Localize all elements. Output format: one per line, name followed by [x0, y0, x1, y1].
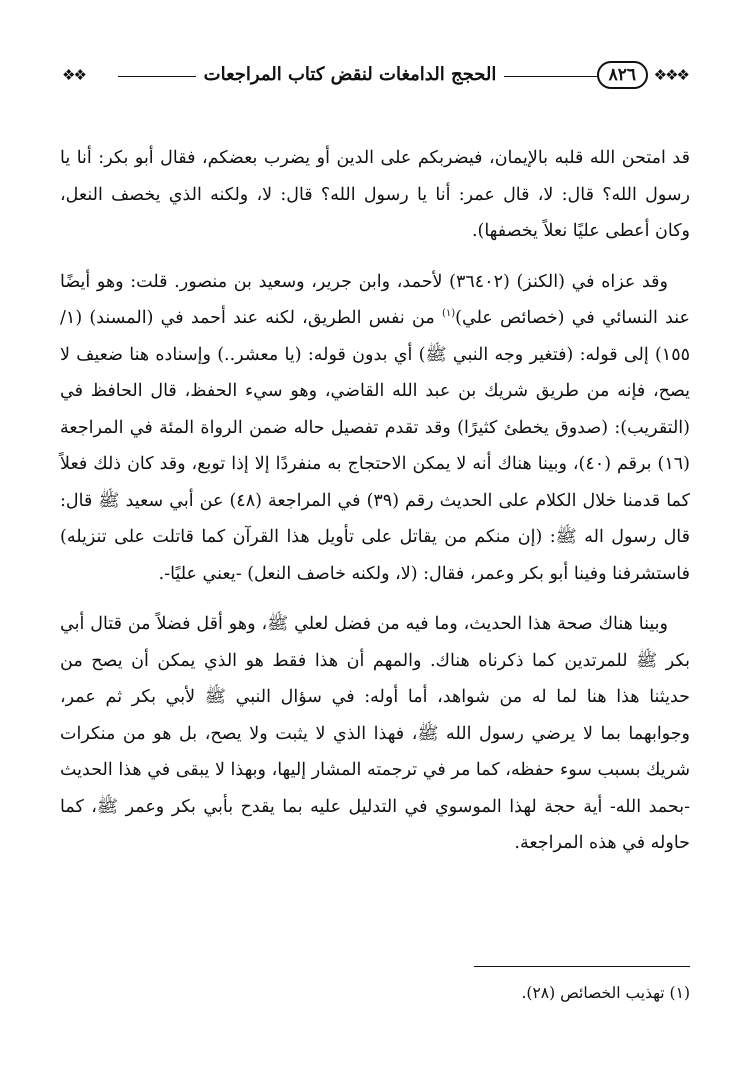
- paragraph-2-before-note: وقد عزاه في (الكنز) (٣٦٤٠٢) لأحمد، وابن جرير، وسعيد بن منصور. قلت: وهو أيضًا عند النسائي في (خصائص علي): [60, 271, 690, 328]
- header-ornament-left-icon: ❖❖: [62, 66, 85, 84]
- book-title-text: الحجج الدامغات لنقض كتاب المراجعات: [196, 64, 505, 85]
- paragraph-1: قد امتحن الله قلبه بالإيمان، فيضربكم على الدين أو يضرب بعضكم، فقال أبو بكر: أنا يا رسول الله؟ قال: لا، قال عمر: أنا يا رسول الله؟ قال: لا، ولكنه الذي يخصف النعل، وكان أعطى عليًا نعلاً يخصفها).: [60, 148, 690, 241]
- page-body: [60, 140, 690, 876]
- book-title: [128, 62, 572, 88]
- footnote-divider: [474, 966, 690, 967]
- paragraph-2-after-note: من نفس الطريق، لكنه عند أحمد في (المسند) (١/ ١٥٥) إلى قوله: (فتغير وجه النبي ﷺ) أي بدون قوله: (يا معشر..) وإسناده هنا ضعيف لا يصح، فإنه من طريق شريك بن عبد الله القاضي، وهو سيء الحفظ، قال الحافظ في (التقريب): (صدوق يخطئ كثيرًا) وقد تقدم تفصيل حاله ضمن الرواة المئة في المراجعة (١٦) برقم (٤٠)، وبينا هناك أنه لا يمكن الاحتجاج به منفردًا إلا إذا توبع، وقد كان ذلك فعلاً كما قدمنا خلال الكلام على الحديث رقم (٣٩) في المراجعة (٤٨) عن أبي سعيد ﷺ قال: قال رسول اله ﷺ: (إن منكم من يقاتل على تأويل هذا القرآن كما قاتلت على تنزيله) فاستشرفنا وفينا أبو بكر وعمر، فقال: (لا، ولكنه خاصف النعل) -يعني عليًا-.: [60, 308, 690, 584]
- footnote-marker: (١): [441, 308, 456, 320]
- header-ornament-right-icon: ❖❖❖: [653, 66, 688, 84]
- paragraph-2: [60, 264, 690, 593]
- page-number: ٨٢٦: [597, 61, 648, 89]
- paragraph-3: وبينا هناك صحة هذا الحديث، وما فيه من فضل لعلي ﷺ، وهو أقل فضلاً من قتال أبي بكر ﷺ للمرتدين كما ذكرناه هناك. والمهم أن هذا فقط هو الذي يمكن أن يصح من حديثنا هذا هنا لما له من شواهد، أما أوله: في سؤال النبي ﷺ لأبي بكر ثم عمر، وجوابهما بما لا يرضي رسول الله ﷺ، فهذا الذي لا يثبت ولا يصح، بل هو من منكرات شريك بسبب سوء حفظه، كما مر في ترجمته المشار إليها، وبهذا لا يبقى في هذا الحديث -بحمد الله- أية حجة لهذا الموسوي في التدليل عليه بما يقدح بأبي بكر وعمر ﷺ، كما حاوله في هذه المراجعة.: [60, 614, 690, 853]
- page-header: [58, 56, 692, 96]
- footnote: (١) تهذيب الخصائص (٢٨).: [521, 984, 690, 1002]
